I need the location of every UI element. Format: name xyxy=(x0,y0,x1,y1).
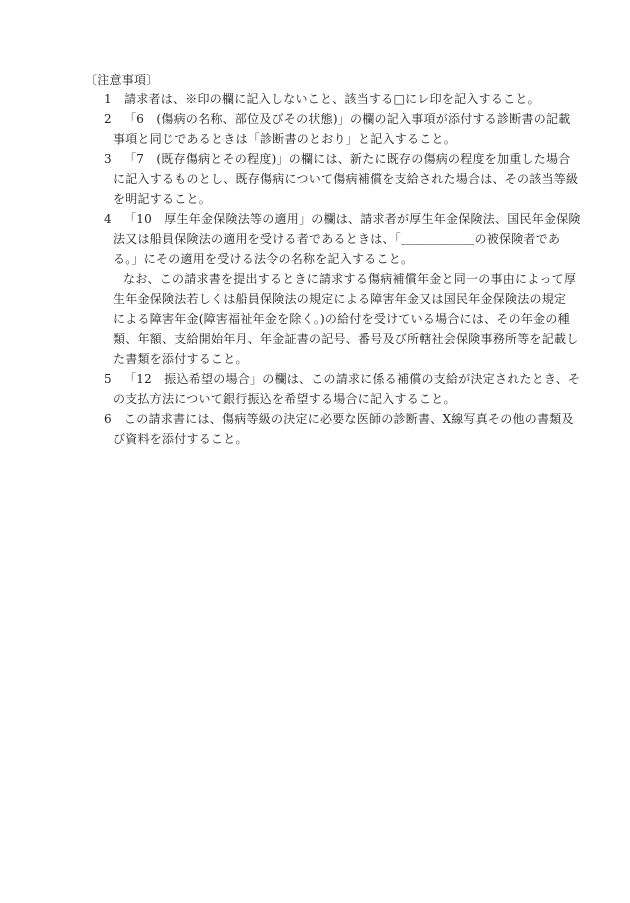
item-text: 「12 振込希望の場合」の欄は、この請求に係る補償の支給が決定されたとき、そ xyxy=(124,372,581,386)
item-number: 4 xyxy=(104,212,112,226)
item-text: び資料を添付すること。 xyxy=(113,432,248,446)
item-text: 「10 厚生年金保険法等の適用」の欄は、請求者が厚生年金保険法、国民年金保険 xyxy=(124,212,581,226)
item-number: 3 xyxy=(104,152,112,166)
item-number: 1 xyxy=(104,92,112,106)
list-item xyxy=(104,110,571,128)
item-text: 請求者は、※印の欄に記入しないこと、該当する□にレ印を記入すること。 xyxy=(124,92,540,106)
paragraph-text: た書類を添付すること。 xyxy=(113,352,248,366)
list-item xyxy=(104,370,580,388)
item-number: 6 xyxy=(104,412,112,426)
list-item xyxy=(104,90,540,108)
notes-heading: 〔注意事項〕 xyxy=(85,73,159,87)
item-text: を明記すること。 xyxy=(113,192,212,206)
item-text: この請求書には、傷病等級の決定に必要な医師の診断書、X線写真その他の書類及 xyxy=(124,412,574,426)
list-item xyxy=(104,210,581,228)
item-text: る。」にその適用を受ける法令の名称を記入すること。 xyxy=(113,252,414,266)
paragraph-text: 生年金保険法若しくは船員保険法の規定による障害年金又は国民年金保険法の規定 xyxy=(113,292,567,306)
item-text: 「6 (傷病の名称、部位及びその状態)」の欄の記入事項が添付する診断書の記載 xyxy=(124,112,571,126)
paragraph-text: なお、この請求書を提出するときに請求する傷病補償年金と同一の事由によって厚 xyxy=(123,272,577,286)
list-item xyxy=(104,410,574,428)
item-text: に記入するものとし、既存傷病について傷病補償を支給された場合は、その該当等級 xyxy=(113,172,579,186)
list-item xyxy=(104,150,571,168)
item-text: 法又は船員保険法の適用を受ける者であるときは、「＿＿＿＿＿＿の被保険者であ xyxy=(113,232,561,246)
item-number: 5 xyxy=(104,372,112,386)
paragraph-text: 類、年額、支給開始年月、年金証書の記号、番号及び所轄社会保険事務所等を記載し xyxy=(113,332,579,346)
paragraph-text: による障害年金(障害福祉年金を除く。)の給付を受けている場合には、その年金の種 xyxy=(113,312,570,326)
item-text: 「7 (既存傷病とその程度)」の欄には、新たに既存の傷病の程度を加重した場合 xyxy=(124,152,571,166)
item-number: 2 xyxy=(104,112,112,126)
item-text: 事項と同じであるときは「診断書のとおり」と記入すること。 xyxy=(113,132,457,146)
item-text: の支払方法について銀行振込を希望する場合に記入すること。 xyxy=(113,392,456,406)
